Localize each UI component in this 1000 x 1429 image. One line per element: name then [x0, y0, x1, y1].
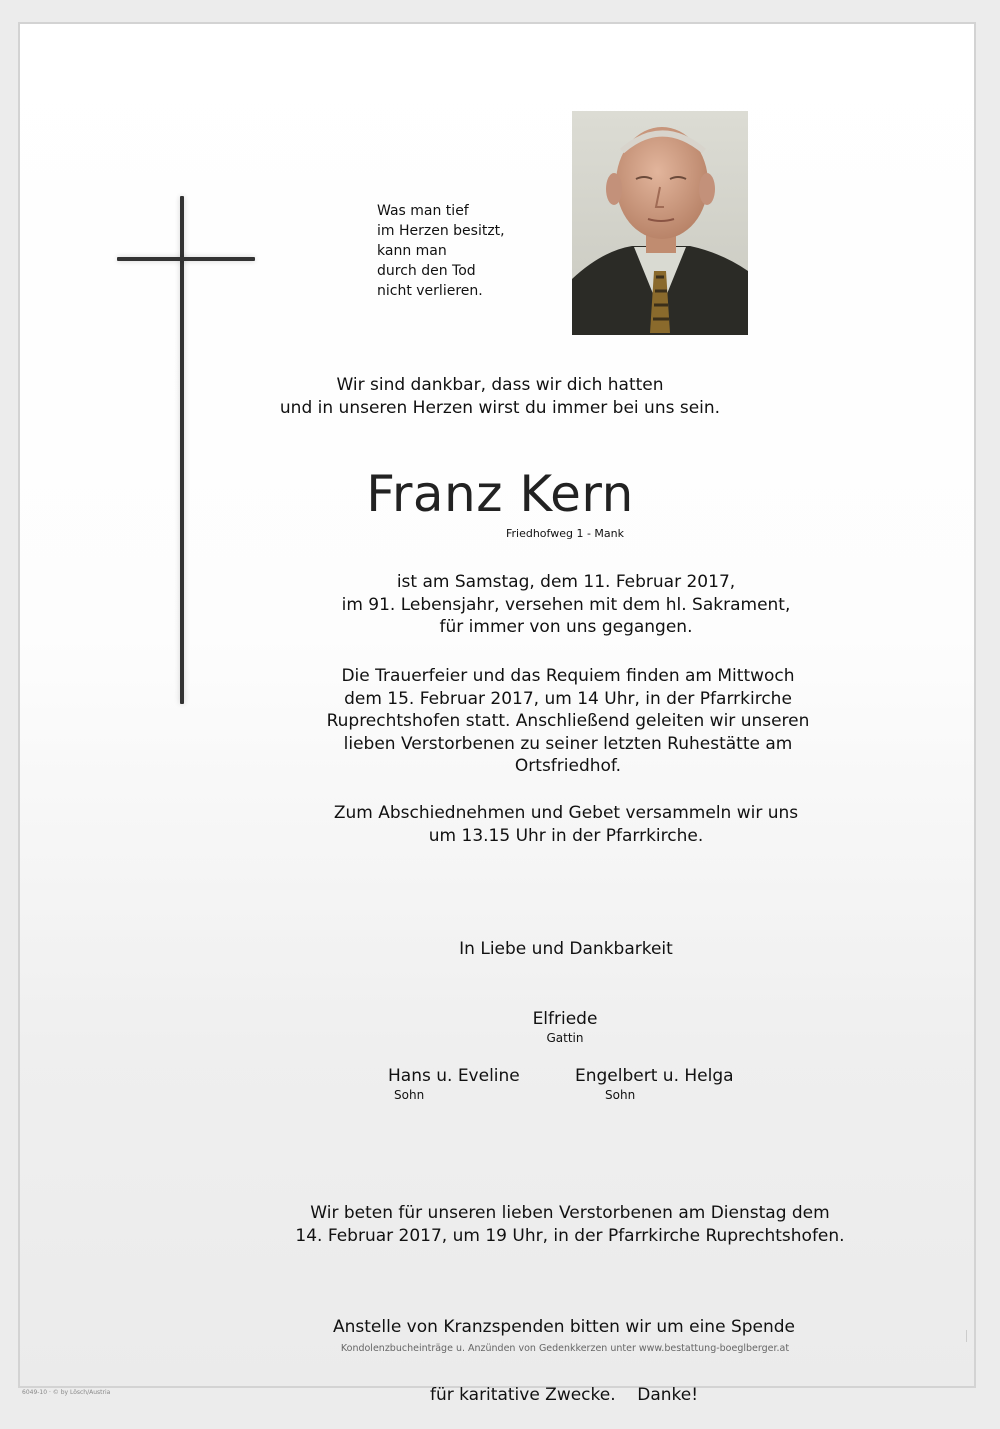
death-notice-line: ist am Samstag, dem 11. Februar 2017, [396, 572, 736, 592]
portrait-photo [572, 111, 748, 335]
gathering-info [66, 802, 1000, 847]
printer-imprint: 6049-10 · © by Lösch/Austria [22, 1389, 111, 1396]
deceased-address: Friedhofweg 1 - Mank [505, 527, 624, 540]
mourner-name: Elfriede [532, 1009, 598, 1029]
closing-line: In Liebe und Dankbarkeit [459, 939, 673, 959]
gratitude-line: Wir sind dankbar, dass wir dich hatten [336, 375, 664, 395]
mourner-relation: Gattin [546, 1031, 584, 1045]
deceased-name: Franz Kern [366, 465, 634, 523]
gratitude-text [0, 374, 1000, 419]
death-notice-line: im 91. Lebensjahr, versehen mit dem hl. Sakrament, [341, 594, 791, 615]
mourner-son-1 [388, 1065, 520, 1103]
corner-mark [966, 1330, 967, 1342]
prayer-line: 14. Februar 2017, um 19 Uhr, in der Pfarrkirche Ruprechtshofen. [295, 1225, 845, 1246]
mourner-wife [65, 1008, 1000, 1046]
funeral-info [68, 665, 1000, 778]
cross-icon-bar [117, 257, 255, 261]
donation-line: für karitative Zwecke. Danke! [429, 1384, 699, 1405]
mourner-relation: Sohn [394, 1088, 425, 1102]
quote-line: durch den Tod [377, 263, 476, 279]
mourner-name: Engelbert u. Helga [575, 1066, 734, 1086]
prayer-info [70, 1202, 1000, 1247]
donation-line: Anstelle von Kranzspenden bitten wir um eine Spende [332, 1317, 796, 1337]
mourner-relation: Sohn [605, 1088, 636, 1102]
quote-line: kann man [377, 243, 447, 259]
mourner-name: Hans u. Eveline [388, 1066, 520, 1086]
death-notice-line: für immer von uns gegangen. [439, 617, 693, 637]
funeral-line: Die Trauerfeier und das Requiem finden am Mittwoch [341, 666, 795, 686]
gathering-line: um 13.15 Uhr in der Pfarrkirche. [428, 825, 704, 846]
funeral-line: lieben Verstorbenen zu seiner letzten Ruhestätte am [343, 733, 793, 754]
death-notice [66, 571, 1000, 639]
quote-line: Was man tief [377, 203, 469, 219]
quote-line: nicht verlieren. [377, 283, 483, 299]
funeral-line: dem 15. Februar 2017, um 14 Uhr, in der Pfarrkirche [344, 688, 792, 709]
gathering-line: Zum Abschiednehmen und Gebet versammeln wir uns [333, 803, 799, 823]
condolence-note: Kondolenzbucheinträge u. Anzünden von Gedenkkerzen unter www.bestattung-boeglberger.at [340, 1343, 790, 1354]
quote [377, 201, 505, 301]
funeral-line: Ortsfriedhof. [514, 756, 622, 776]
prayer-line: Wir beten für unseren lieben Verstorbenen am Dienstag dem [310, 1203, 830, 1223]
mourner-son-2 [575, 1065, 734, 1103]
quote-line: im Herzen besitzt, [377, 223, 505, 239]
funeral-line: Ruprechtshofen statt. Anschließend geleiten wir unseren [326, 711, 810, 731]
gratitude-line: und in unseren Herzen wirst du immer bei uns sein. [279, 397, 721, 418]
